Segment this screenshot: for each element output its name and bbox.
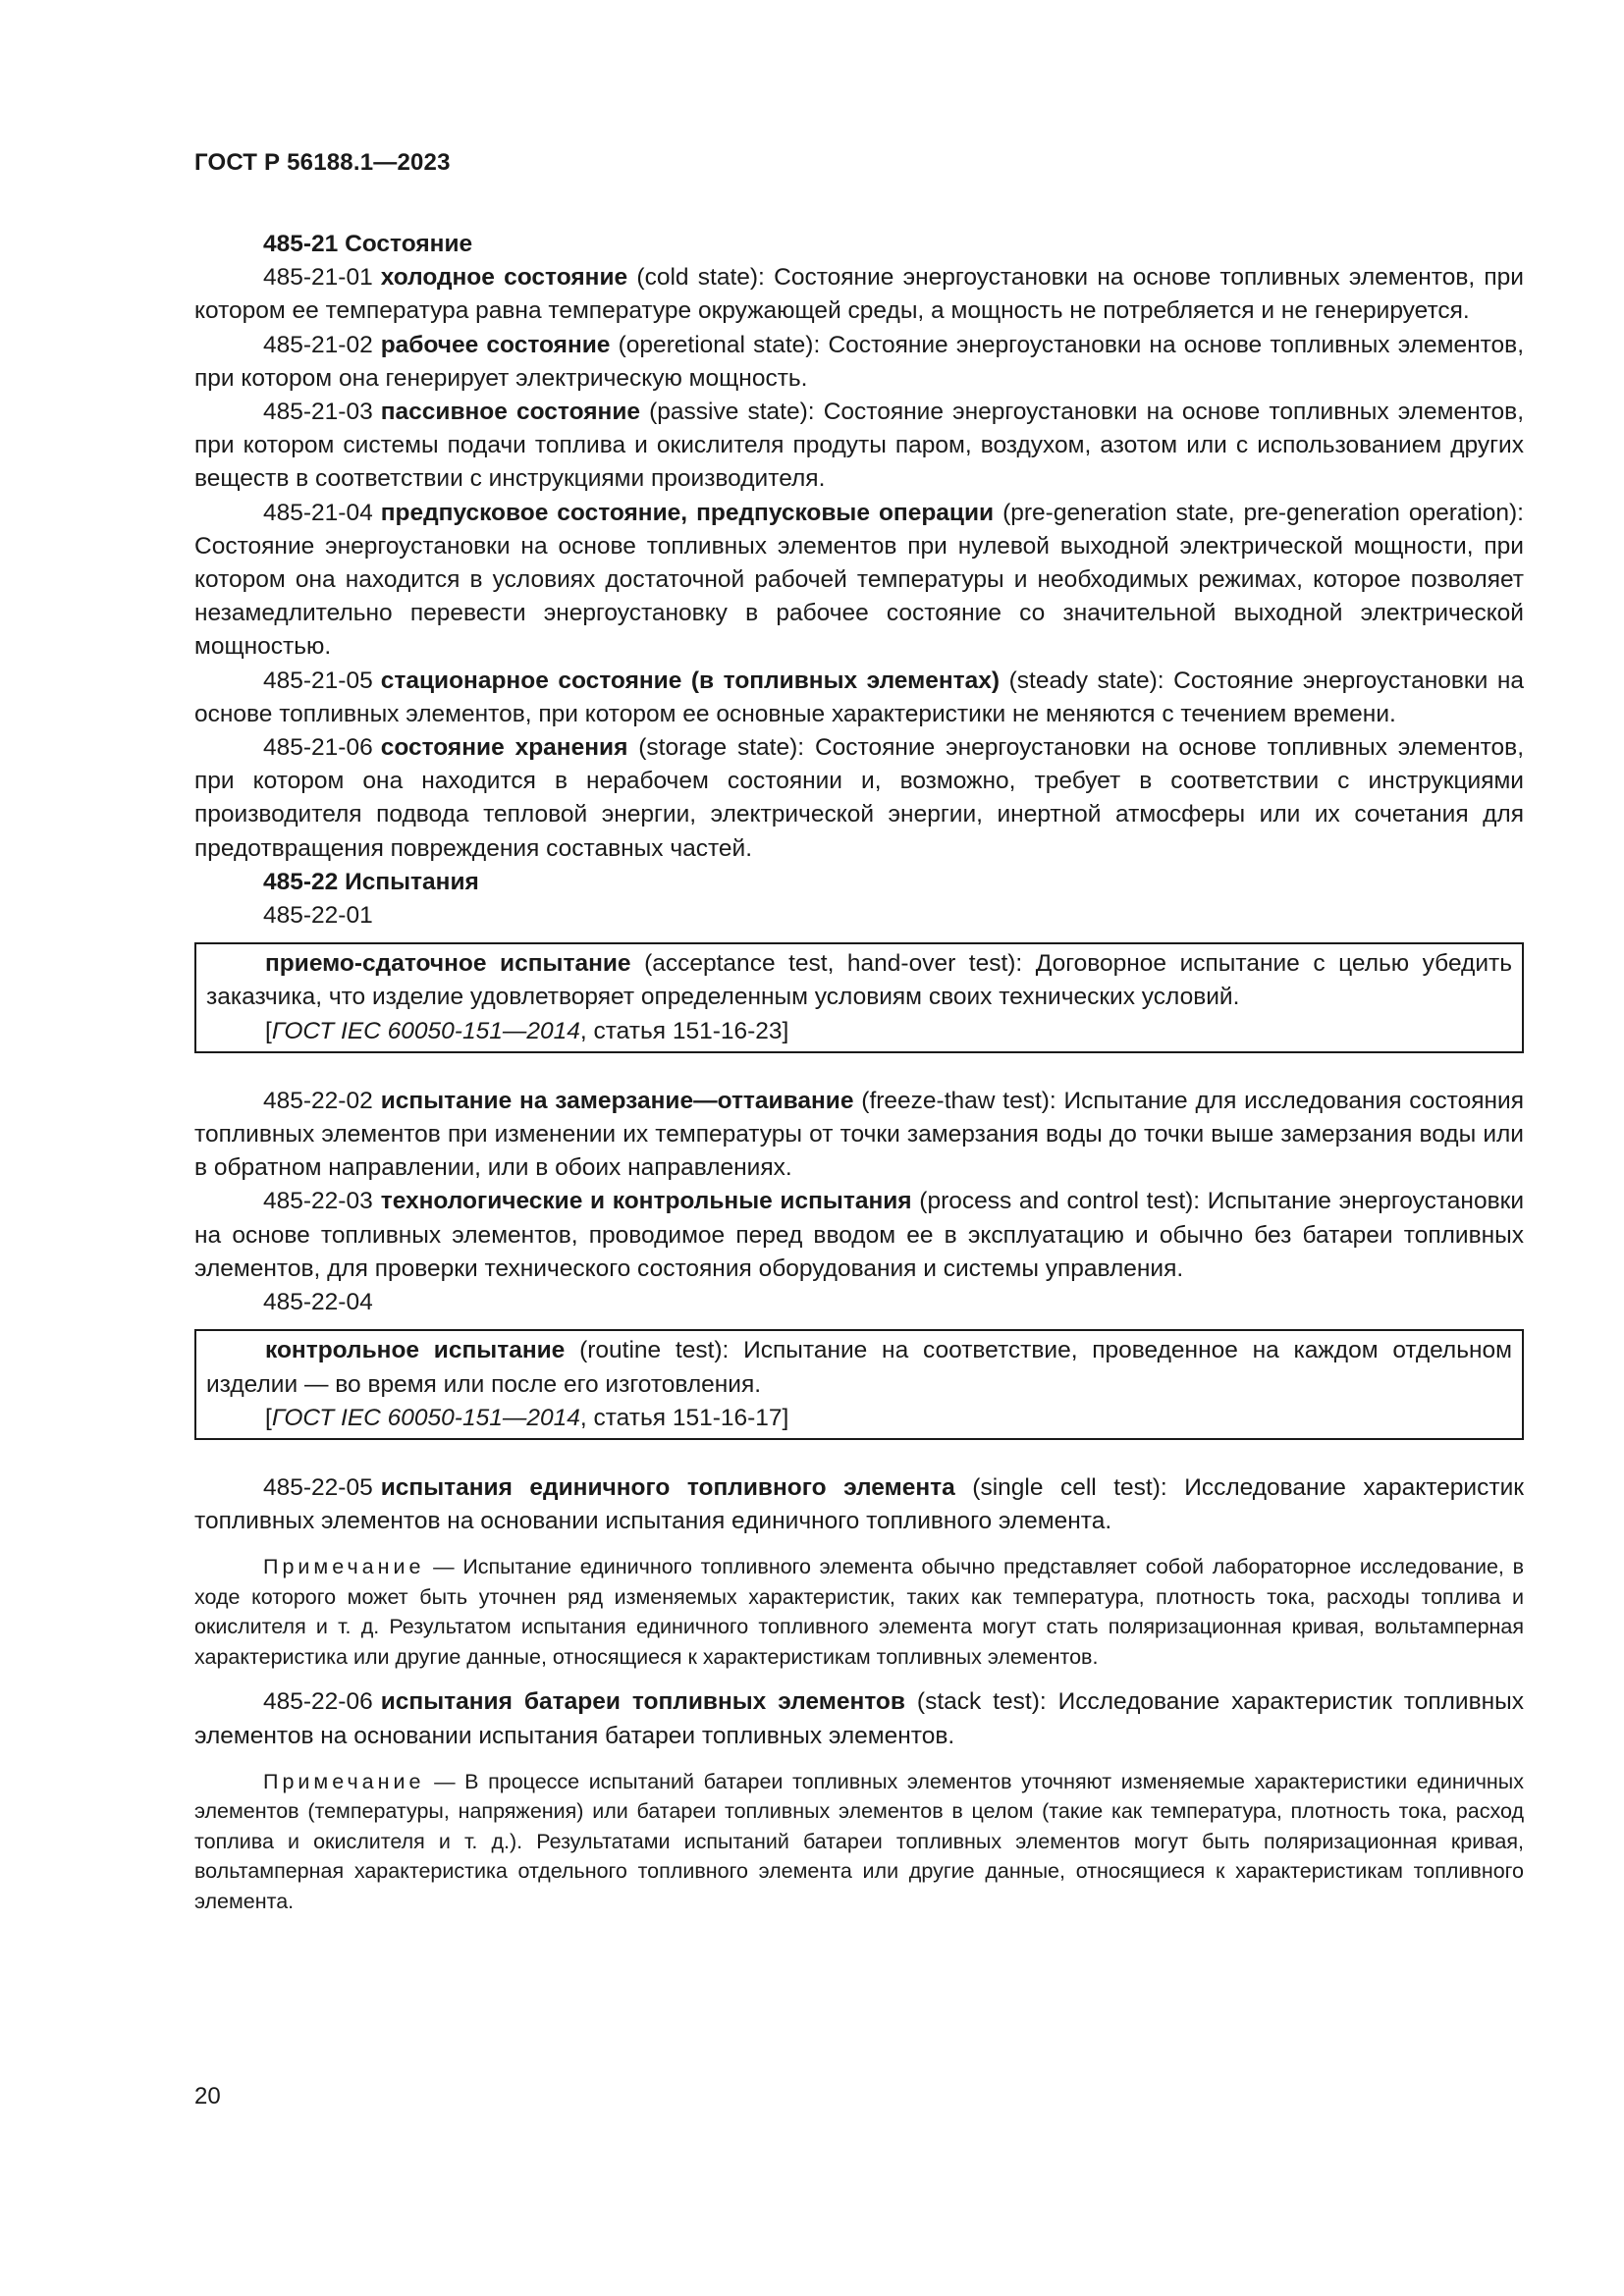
- term-name: рабочее состояние: [380, 331, 611, 358]
- term-number-22-01: 485-22-01: [263, 902, 373, 930]
- note-label: Примечание: [263, 1769, 425, 1793]
- term-english: (stack test):: [916, 1688, 1047, 1716]
- term-english: (freeze-thaw test):: [861, 1087, 1056, 1114]
- term-definition: Состояние энергоустановки на основе топливных элементов, при котором ее основные характеристики не меняются с течением времени.: [194, 667, 1525, 727]
- term-definition: Исследование характеристик топливных элементов на основании испытания единичного топливного элемента.: [194, 1473, 1524, 1535]
- term-name: приемо-сдаточное испытание: [265, 950, 631, 978]
- term-number: 485-22-05: [263, 1473, 373, 1501]
- term-reference: [ГОСТ IEC 60050-151—2014, статья 151-16-23]: [265, 1017, 789, 1044]
- term-name: контрольное испытание: [265, 1337, 566, 1364]
- term-entry-21-05: [194, 665, 1524, 731]
- term-definition: Состояние энергоустановки на основе топливных элементов, при котором она генерирует электрическую мощность.: [194, 331, 1525, 392]
- term-name: предпусковое состояние, предпусковые операции: [380, 499, 995, 526]
- section-heading-21: 485-21 Состояние: [263, 231, 473, 257]
- term-reference: [ГОСТ IEC 60050-151—2014, статья 151-16-17]: [265, 1404, 789, 1431]
- term-english: (single cell test):: [972, 1473, 1167, 1501]
- reference-document: ГОСТ IEC 60050-151—2014: [271, 1017, 580, 1044]
- term-name: технологические и контрольные испытания: [380, 1188, 912, 1215]
- term-number: 485-21-04: [263, 499, 373, 526]
- term-box-22-04: [194, 1329, 1524, 1440]
- term-entry-21-06: [194, 731, 1524, 866]
- term-english: (passive state):: [649, 399, 815, 426]
- term-english: (process and control test):: [919, 1188, 1201, 1215]
- term-name: испытание на замерзание—оттаивание: [380, 1087, 854, 1114]
- term-english: (acceptance test, hand-over test):: [644, 950, 1023, 978]
- term-english: (steady state):: [1008, 667, 1164, 694]
- term-entry-21-03: [194, 396, 1524, 497]
- term-english: (cold state):: [636, 264, 765, 292]
- term-name: испытания единичного топливного элемента: [380, 1473, 955, 1501]
- term-entry-22-04: [206, 1334, 1512, 1401]
- term-definition: Испытание для исследования состояния топливных элементов при изменении их температуры от точки замерзания воды до точки выше замерзания воды или в обратном направлении, или в обоих направлениях.: [194, 1087, 1524, 1182]
- term-entry-22-03: [194, 1185, 1524, 1286]
- term-definition: Состояние энергоустановки на основе топливных элементов, при котором системы подачи топлива и окислителя продуты паром, воздухом, азотом или с использованием других веществ в соответствии с инструкциями производителя.: [194, 399, 1525, 493]
- term-definition: Испытание на соответствие, проведенное на каждом отдельном изделии — во время или после его изготовления.: [206, 1337, 1512, 1398]
- term-english: (operetional state):: [618, 331, 821, 358]
- term-number: 485-22-03: [263, 1188, 373, 1215]
- term-entry-22-06: [194, 1685, 1524, 1752]
- term-definition: Состояние энергоустановки на основе топливных элементов при нулевой выходной электрической мощности, при котором она находится в условиях достаточной рабочей температуры и необходимых режимах, которое позволяет незамедлительно перевести энергоустановку в рабочее состояние со значительной выходной электрической мощностью.: [194, 532, 1524, 661]
- term-number: 485-22-02: [263, 1087, 373, 1114]
- term-name: состояние хранения: [380, 734, 628, 762]
- term-definition: Испытание энергоустановки на основе топливных элементов, проводимое перед вводом ее в эксплуатацию и обычно без батареи топливных элементов, для проверки технического состояния оборудования и системы управления.: [194, 1188, 1525, 1282]
- term-number: 485-21-05: [263, 667, 373, 694]
- term-name: стационарное состояние (в топливных элементах): [380, 667, 1001, 694]
- spacer: [194, 1063, 1524, 1085]
- term-name: холодное состояние: [380, 264, 628, 292]
- term-number: 485-21-01: [263, 264, 373, 292]
- term-entry-21-02: [194, 329, 1524, 396]
- term-english: (storage state):: [638, 734, 805, 762]
- section-heading-22: 485-22 Испытания: [263, 868, 479, 895]
- note-text: — Испытание единичного топливного элемента обычно представляет собой лабораторное исследование, в ходе которого может быть уточнен ряд изменяемых характеристик, таких как температура, плотность тока, расходы топлива и окислителя и т. д. Результатом испытания единичного топливного элемента могут стать поляризационная кривая, вольтамперная характеристика или другие данные, относящиеся к характеристикам топливных элементов.: [194, 1555, 1524, 1669]
- document-header: ГОСТ Р 56188.1—2023: [194, 149, 451, 176]
- reference-document: ГОСТ IEC 60050-151—2014: [271, 1404, 580, 1431]
- term-number: 485-21-03: [263, 399, 373, 426]
- term-definition: Состояние энергоустановки на основе топливных элементов, при котором ее температура равна температуре окружающей среды, а мощность не потребляется и не генерируется.: [194, 264, 1524, 325]
- term-definition: Состояние энергоустановки на основе топливных элементов, при котором она находится в нерабочем состоянии и, возможно, требует в соответствии с инструкциями производителя подвода тепловой энергии, электрической энергии, инертной атмосферы или их сочетания для предотвращения повреждения составных частей.: [194, 734, 1525, 862]
- term-number: 485-21-06: [263, 734, 373, 762]
- term-english: (routine test):: [579, 1337, 730, 1364]
- term-entry-21-01: [194, 261, 1524, 328]
- term-entry-22-01: [206, 947, 1512, 1014]
- page-number: 20: [194, 2083, 221, 2109]
- term-entry-22-02: [194, 1085, 1524, 1186]
- term-name: пассивное состояние: [380, 399, 641, 426]
- term-name: испытания батареи топливных элементов: [380, 1688, 905, 1716]
- term-entry-22-05: [194, 1471, 1524, 1538]
- term-entry-21-04: [194, 497, 1524, 665]
- spacer: [194, 1450, 1524, 1471]
- note-label: Примечание: [263, 1555, 425, 1579]
- note-text: — В процессе испытаний батареи топливных элементов уточняют изменяемые характеристики единичных элементов (температуры, напряжения) или батареи топливных элементов в целом (такие как температура, плотность тока, расход топлива и окислителя и т. д.). Результатами испытаний батареи топливных элементов могут быть поляризационная кривая, вольтамперная характеристика отдельного топливного элемента или другие данные, относящиеся к характеристикам топливного элемента.: [194, 1769, 1524, 1913]
- term-english: (pre-generation state, pre-generation operation):: [1002, 499, 1524, 526]
- term-definition: Договорное испытание с целью убедить заказчика, что изделие удовлетворяет определенным условиям своих технических условий.: [206, 950, 1512, 1011]
- term-box-22-01: [194, 942, 1524, 1053]
- document-body: [194, 228, 1524, 1930]
- term-number: 485-21-02: [263, 331, 373, 358]
- term-definition: Исследование характеристик топливных элементов на основании испытания батареи топливных элементов.: [194, 1688, 1524, 1749]
- note-22-06: [194, 1767, 1524, 1917]
- term-number: 485-22-06: [263, 1688, 373, 1716]
- note-22-05: [194, 1552, 1524, 1672]
- term-number-22-04: 485-22-04: [263, 1289, 373, 1316]
